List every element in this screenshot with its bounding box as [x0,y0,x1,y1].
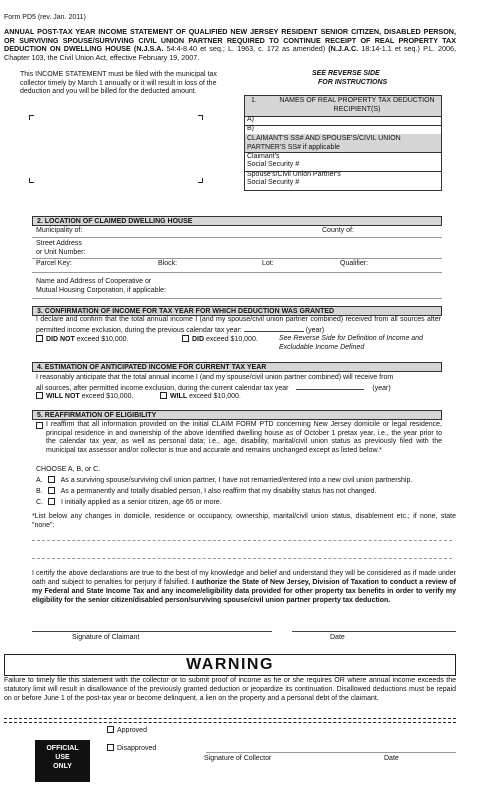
intro-text: This INCOME STATEMENT must be filed with the municipal tax collector timely by March 1 annually or it will result in loss of the deduction and you will be billed for the deducted amount. [20,71,217,96]
corner-mark [29,115,34,120]
date-label-2: Date [384,755,399,762]
section4-year-label: (year) [372,385,391,392]
ssn-header-text: CLAIMANT'S SS# AND SPOUSE'S/CIVIL UNION PARTNER'S SS# if applicable [247,135,401,151]
corner-mark [198,115,203,120]
certify-plain: I certify the above declarations are true to the best of my knowledge and belief and understand they will be considered as if made under oath and subject to penalties for perjury if falsified. [32,570,456,586]
will-not-label: WILL NOT [46,393,80,400]
did-not-rest: exceed $10,000. [76,336,129,343]
did-option[interactable] [182,335,258,345]
will-not-checkbox[interactable] [36,392,43,399]
option-b-letter: B. [36,488,43,495]
will-rest: exceed $10,000. [189,393,241,400]
for-instructions: FOR INSTRUCTIONS [318,79,388,86]
title-cite-1: (N.J.S.A. [133,44,164,54]
official-line-2: USE [55,754,70,762]
section1-header [245,96,441,117]
claimant-date-line[interactable] [292,631,456,632]
municipality-field[interactable] [32,237,442,238]
cut-line [4,718,456,723]
street-field[interactable] [32,258,442,259]
reaffirm-checkbox[interactable] [36,422,43,429]
option-c-checkbox[interactable] [48,498,55,505]
see-reverse-definition [279,335,441,352]
option-a-letter: A. [36,477,43,484]
did-rest: exceed $10,000. [206,336,258,343]
lot-label: Lot: [262,260,274,267]
option-b-checkbox[interactable] [48,487,55,494]
did-not-option[interactable] [36,335,129,345]
did-label: DID [192,336,205,343]
coop-field[interactable] [32,298,442,299]
see-reverse-line-2: Excludable Income Defined [279,343,365,351]
reaffirm-text: I reaffirm that all information provided on the initial CLAIM FORM PTD concerning New Jersey domicile or legal residence, principal residence in and ownership of the above identified dwelling house as of October 1 pretax year, i.e., the year prior to the calendar tax year, as well as personal data; i.e., age, disability, marital/civil union status as previously filed with the municipal tax assessor and/or collector is true and accurate and remains unchanged except as listed below.* [46,421,442,454]
municipality-label: Municipality of: [36,227,83,234]
parcel-key-label: Parcel Key: [36,260,72,267]
parcel-field[interactable] [32,272,442,273]
warning-box: WARNING [4,654,456,676]
disapproved-checkbox[interactable] [107,744,114,751]
section3-year-field[interactable] [244,325,304,332]
option-c-letter: C. [36,499,43,506]
changes-line-2[interactable] [32,558,452,559]
section4-text-1: I reasonably anticipate that the total annual income I (and my spouse/civil union partner combined) will receive from [36,374,394,381]
spouse-ssn-field[interactable] [245,171,441,190]
choose-label: CHOOSE A, B, or C. [36,466,101,473]
collector-signature-line[interactable] [206,752,456,753]
section2-header: 2. LOCATION OF CLAIMED DWELLING HOUSE [32,216,442,226]
row-a-label: A) [247,116,254,123]
qualifier-label: Qualifier: [340,260,369,267]
coop-label-2: Mutual Housing Corporation, if applicable: [36,287,166,294]
block-label: Block: [158,260,178,267]
will-label: WILL [170,393,188,400]
form-id: Form PD5 (rev. Jan. 2011) [4,14,86,21]
coop-label-1: Name and Address of Cooperative or [36,278,152,285]
will-not-rest: exceed $10,000. [81,393,134,400]
claimant-ssn-field[interactable] [245,152,441,172]
option-a[interactable] [36,476,446,486]
corner-mark [198,178,203,183]
will-checkbox[interactable] [160,392,167,399]
county-label: County of: [322,227,354,234]
disapproved-option[interactable] [107,744,156,754]
street-label-2: or Unit Number: [36,249,86,256]
section3-header: 3. CONFIRMATION OF INCOME FOR TAX YEAR FOR WHICH DEDUCTION WAS GRANTED [32,306,442,316]
title-cite-2: (N.J.A.C. [328,44,359,54]
claimant-label-2: Social Security # [247,161,300,168]
did-checkbox[interactable] [182,335,189,342]
approved-checkbox[interactable] [107,726,114,733]
option-a-checkbox[interactable] [48,476,55,483]
disapproved-label: Disapproved [117,745,157,752]
street-label-1: Street Address [36,240,82,247]
ssn-header [245,134,441,153]
section5-header: 5. REAFFIRMATION OF ELIGIBILITY [32,410,442,420]
approved-option[interactable] [107,726,147,736]
reaffirm-checkbox-wrap[interactable] [36,422,46,432]
section4-text-2: all sources, after permitted income exclusion, during the current calendar tax year [36,385,289,392]
section3-text-1: I declare and confirm that the total annual income I (and my spouse/civil union partner combined) received from all sources after permitted income exclusion, during the previous calendar tax year: [36,316,441,334]
row-b-label: B) [247,125,254,132]
will-option[interactable] [160,392,241,402]
did-not-checkbox[interactable] [36,335,43,342]
title-text: ANNUAL POST-TAX YEAR INCOME STATEMENT OF QUALIFIED NEW JERSEY RESIDENT SENIOR CITIZEN, DISABLED PERSON, OR SURVIVING SPOUSE/SURVIVING CIVIL UNION PARTNER REQUIRED TO CONTINUE RECEIPT OF REAL PROPERTY TAX DEDUCTION ON DWELLING HOUSE [4,27,456,54]
see-reverse-line-1: See Reverse Side for Definition of Income and [279,335,423,342]
option-c-text: I initially applied as a senior citizen, age 65 or more. [60,499,222,506]
spouse-label-1: Spouse's/Civil Union Partner's [247,171,341,178]
title-cite-1-rest: 54:4-8.40 et seq.; L. 1963, c. 172 as amended) [166,44,326,54]
official-line-3: ONLY [53,763,72,771]
official-use-box [35,740,90,782]
spouse-label-2: Social Security # [247,179,300,186]
section4-header: 4. ESTIMATION OF ANTICIPATED INCOME FOR CURRENT TAX YEAR [32,362,442,372]
section1-table [244,95,442,191]
did-not-label: DID NOT [46,336,75,343]
option-a-text: As a surviving spouse/surviving civil union partner, I have not remarried/entered into a new civil union partnership. [60,477,413,484]
section1-title: NAMES OF REAL PROPERTY TAX DEDUCTION RECIPIENT(S) [279,97,435,113]
list-changes-text: *List below any changes in domicile, residence or occupancy, ownership, marital/civil union status, disablement etc.; if none, state "none": [32,513,456,529]
option-b[interactable] [36,487,446,497]
signature-collector-label: Signature of Collector [204,755,272,762]
section1-number: 1. [251,97,257,104]
signature-claimant-label: Signature of Claimant [72,634,140,641]
title-cite-2-rest: 18:14-1.1 et seq.) P.L. 2006, Chapter 103, the Civil Union Act, effective February 19, 2007. [4,44,457,62]
section3-year-label: (year) [305,326,325,334]
section3-text [36,316,441,335]
claimant-signature-line[interactable] [32,631,272,632]
claimant-label-1: Claimant's [247,153,280,160]
approved-label: Approved [117,727,147,734]
will-not-option[interactable] [36,392,133,402]
form-title [4,28,456,63]
option-c[interactable] [36,498,446,508]
warning-text: Failure to timely file this statement with the collector or to submit proof of income as he or she requires OR where annual income exceeds the statutory limit will result in disallowance of the previously granted deduction or jeopardize its continuation. Disallowed deductions must be repaid on or before June 1 of the post-tax year or become delinquent, a lien on the property and a personal debt of the claimant. [4,677,456,702]
see-reverse: SEE REVERSE SIDE [312,70,380,77]
section4-year-field[interactable] [296,383,364,390]
corner-mark [29,178,34,183]
changes-line-1[interactable] [32,540,452,541]
certification-text [32,570,456,606]
date-label-1: Date [330,634,345,641]
certify-bold: I authorize the State of New Jersey, Division of Taxation to conduct a review of my Federal and State Income Tax and any income/eligibility data provided for other property tax benefits in order to verify my eligibility for the senior citizen/disabled person/surviving spouse/civil union partner property tax deduction. [32,578,456,604]
option-b-text: As a permanently and totally disabled person, I also reaffirm that my disability status has not changed. [60,488,377,495]
official-line-1: OFFICIAL [46,745,79,752]
